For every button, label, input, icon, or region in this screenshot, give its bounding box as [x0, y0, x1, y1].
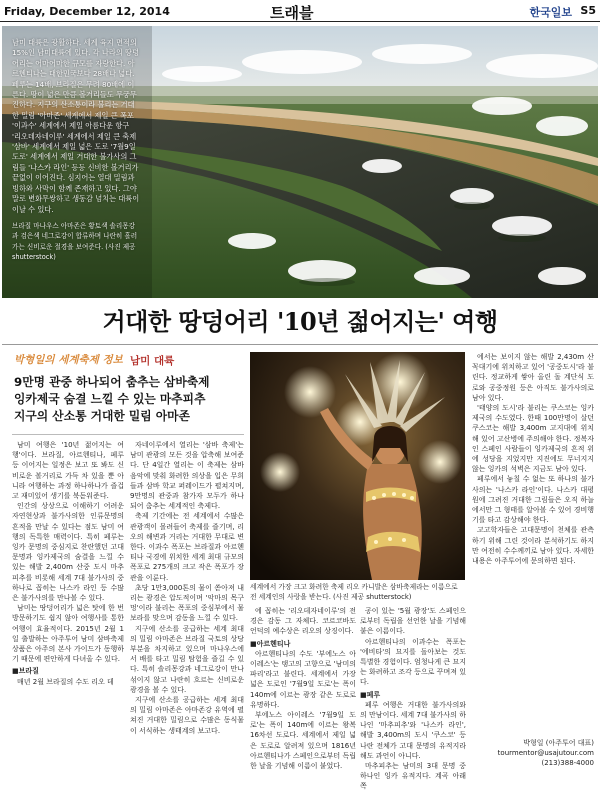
section-subhead: ■아르헨티나 — [250, 639, 291, 648]
section-subhead: ■브라질 — [12, 667, 39, 676]
carnival-photo-caption: 세계에서 가장 크고 화려한 축제 리오 카니발은 삼바축제라는 이름으로 전 세계인의 사랑을 받는다. (사진 제공 shutterstock) — [250, 583, 458, 601]
category-label: 남미 대륙 — [130, 355, 175, 367]
paragraph: 지구에 산소를 공급하는 세계 최대의 밀림 아마존은 아마존강 유역에 펼쳐진 거대한 밀림으로 수많은 동식물이 서식하는 생태계의 보고다. — [130, 696, 244, 735]
paragraph: 자네이루에서 열리는 '삼바 축제'는 남미 관광의 모든 것을 압축해 보여준다. 단 4일간 열리는 이 축제는 삼바 음악에 맞춰 화려한 의상을 입은 무희들과 삼바 학교 퍼레이드가 펼쳐지며, 9만명의 관중과 참가자 모두가 하나되어 춤추는 세계적인 축제다. — [130, 441, 244, 511]
article-column-5 — [472, 352, 594, 734]
paragraph: 아르헨티나의 수도 '부에노스 아이레스'는 탱고의 고향으로 '남미의 파리'라고 불린다. 세계에서 가장 넓은 도로인 '7월9일 도로'는 폭이 140m에 이르는 광장 같은 도로로 유명하다. — [250, 649, 356, 709]
subheadlines — [14, 374, 244, 425]
paragraph: 아르헨티나의 이과수는 폭포는 '에비타'의 묘지를 돌아보는 것도 특별한 경험이다. 엄청나게 큰 묘지는 화려하고 조각 등으로 꾸며져 있다. — [360, 637, 466, 687]
overlay-intro: 남미 대륙은 광활하다. 세계 육지 면적의 15%인 남미대륙에 있다. 각 나라의 땅덩어리는 어마어마한 규모를 자랑한다. 아르헨티나는 대한민국보다 28배나 넓다. 페루는 14배, 브라질은 무려 80배에 이른다. 땅이 넓은 만큼 볼거리들도 무궁무진하다. 지구의 산소통이라 불리는 거대한 밀림 '아마존' 세계에서 제일 큰 폭포 '이과수' 세계에서 제일 아름다운 항구 '리오데자네이루' 세계에서 제일 큰 축제 '삼바' 세계에서 제일 넓은 도로 '7월9일 도로' 세계에서 제일 거대한 불가사의 그림들 '나스카 라인' 등등 신비한 볼거리가 끝없이 이어진다. 심지어는 열대 밀림과 빙하와 사막이 함께 존재하고 있다. 그야말로 변화무쌍하고 생동감 넘치는 대륙이 이날 수 있다. — [12, 38, 140, 214]
paragraph: 축제 기간에는 전 세계에서 수많은 관광객이 몰려들어 축제를 즐기며, 리오의 해변과 거리는 거대한 무대로 변한다. 이과수 폭포는 브라질과 아르헨티나 국경에 위치한 세계 최대 규모의 폭포로 275개의 크고 작은 폭포가 장관을 이룬다. — [130, 512, 244, 582]
article-column-3 — [250, 606, 356, 776]
paragraph: 마추피추는 남미의 3대 문명 중 하나인 잉카 유적지다. 계곡 아래 쪽 — [360, 762, 466, 791]
carnival-dancer-photo — [250, 352, 465, 580]
paragraph: 남미는 땅덩어리가 넓은 탓에 한 번 방문하기도 쉽지 않아 여행사를 통한 여행이 효율적이다. 2015년 2월 1일 출발하는 아주투어 남미 삼바축제 상품은 아주의 본사 가이드가 동행하기 때문에 편안하게 다녀올 수 있다. — [12, 604, 124, 664]
subheadline: 잉카제국 숨결 느낄 수 있는 마추피추 — [14, 392, 206, 406]
issue-date: Friday, December 12, 2014 — [4, 5, 170, 18]
author-email: tourmentor@usajutour.com — [497, 749, 594, 757]
paragraph: 고고학자들은 고대문명이 천체를 관측하기 위해 그린 것이라 분석하기도 하지만 여전히 수수께끼로 남아 있다. 자세한 내용은 아주투어에 문의하면 된다. — [472, 526, 594, 566]
article-column-4 — [360, 606, 466, 791]
paragraph: 공이 있는 '5월 광장'도 스페인으로부터 독립을 선언한 날을 기념해 붙은 이름이다. — [360, 607, 466, 636]
divider — [2, 344, 598, 345]
hero-overlay-text — [12, 38, 140, 294]
article-column-2 — [130, 440, 244, 776]
author-phone: (213)388-4000 — [541, 759, 594, 767]
article-column-1 — [12, 440, 124, 776]
series-label: 박형일의 세계축제 정보 — [14, 354, 123, 366]
page-header — [0, 0, 600, 22]
paragraph: 페루 여행은 거대한 불가사의와의 만남이다. 세계 7대 불가사의 하나인 '마추피추'와 '나스카 라인', 해발 3,400m의 도시 '쿠스코' 등 나란 전체가 고대 문명의 유적지라 해도 과언이 아니다. — [360, 700, 466, 760]
paragraph: 인간의 상상으로 이해하기 어려운 자연현상과 불가사의한 인류문명의 흔적을 만날 수 있다는 점도 남미 여행의 독특한 매력이다. 특히 페루는 잉카 문명의 중심지로 찬란했던 고대 문명과 잉카제국의 숨결을 느낄 수 있는 해발 2,400m 산중 도시 마추피추를 비롯해 세계 7대 불가사의 중 하나로 꼽히는 나스카 라인 등 수많은 불가사의를 만나볼 수 있다. — [12, 502, 124, 603]
paragraph: 에서는 보이지 않는 해발 2,430m 산꼭대기에 위치하고 있어 '공중도시'라 불린다. 정교하게 쌓아 올린 돌 계단식 도로와 공중정원 등은 아직도 불가사의로 남아 있다. — [472, 353, 594, 402]
paragraph: 부에노스 아이레스 '7월9일 도로'는 폭이 140m에 이르는 왕복 16차선 도로다. 세계에서 제일 넓은 도로로 알려져 있으며 1816년 아르헨티나가 스페인으로부터 독립한 날을 기념해 이름이 붙었다. — [250, 711, 356, 771]
paragraph: 지구에 산소를 공급하는 세계 최대의 밀림 아마존은 브라질 국토의 상당 부분을 차지하고 있으며 마나우스에서 배를 타고 밀림 탐험을 즐길 수 있다. 특히 솔리몽강과 네그로강이 만나 섞이지 않고 나란히 흐르는 신비로운 광경을 볼 수 있다. — [130, 624, 244, 694]
paragraph: 페루에서 놓칠 수 없는 또 하나의 불가사의는 '나스카 라인'이다. 나스카 대평원에 그려진 거대한 그림들은 오직 하늘에서만 그 형태를 알아볼 수 있어 경비행기를 타고 감상해야 한다. — [472, 475, 594, 525]
overlay-caption: 브라질 마나우스 아마존은 황토색 솔리몽강과 검은색 네그로강이 합류하며 나란히 흘러가는 신비로운 절경을 보여준다. (사진 제공 shutterstock) — [12, 221, 138, 262]
author-name: 박형일 (아주투어 대표) — [523, 739, 594, 747]
page-number: S5 — [580, 4, 596, 17]
subheadline: 9만명 관중 하나되어 춤추는 삼바축제 — [14, 375, 210, 389]
paragraph: 에 꼽히는 '리오데자네이루'의 전경은 감동 그 자체다. 코르코바도 언덕의 예수상은 리오의 상징이다. — [250, 607, 356, 636]
newspaper-name: 한국일보 — [529, 6, 572, 19]
paragraph: '태양의 도시'라 불리는 쿠스코는 잉카제국의 수도였다. 한때 100만명이 살던 쿠스코는 해발 3,400m 고지대에 위치해 있어 고산병에 주의해야 한다. 정복자인 스페인 사람들이 잉카제국의 흔적 위에 성당을 지었지만 지진에도 무너지지 않는 잉카의 석벽은 지금도 남아 있다. — [472, 404, 594, 474]
paragraph: 매년 2월 브라질의 수도 리오 데 — [17, 677, 114, 686]
paragraph: 남미 여행은 '10년 젊어지는 여행'이다. 브라질, 아르헨티나, 페루 등 이어지는 일정은 보고 또 봐도 신비로운 볼거리로 가득 차 있을 뿐 아니라 여행하는 과정 하나하나가 즐겁고 재미있어 생기를 북돋워준다. — [12, 441, 124, 501]
author-byline — [470, 738, 594, 768]
section-subhead: ■페루 — [360, 690, 381, 699]
section-title: 트래블 — [270, 4, 314, 22]
divider — [12, 434, 244, 435]
article-headline: 거대한 땅덩어리 '10년 젊어지는' 여행 — [102, 307, 498, 336]
subheadline: 지구의 산소통 거대한 밀림 아마존 — [14, 409, 190, 423]
paragraph: 초당 1만3,000톤의 물이 쏟아져 내리는 광경은 압도적이며 '악마의 목구멍'이라 불리는 폭포의 중심부에서 물보라를 맞으며 감동을 느낄 수 있다. — [130, 583, 244, 623]
